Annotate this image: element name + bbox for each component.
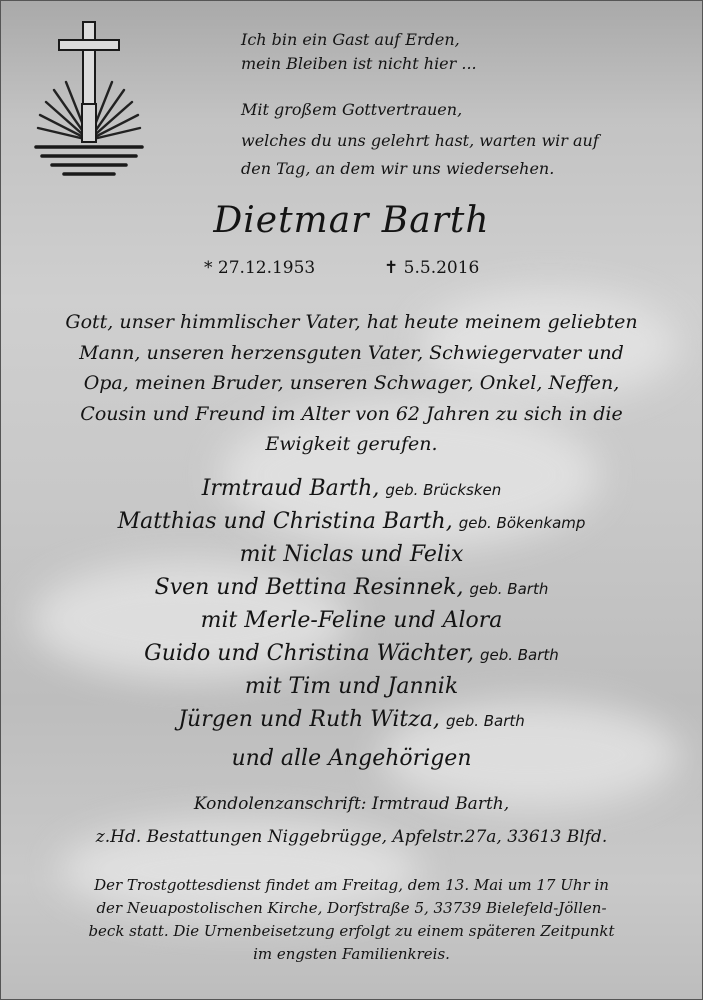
verse-line: mein Bleiben ist nicht hier ... xyxy=(241,54,477,73)
family-entry: mit Merle-Feline und Alora xyxy=(200,608,503,633)
cross-icon: ✝ xyxy=(384,258,399,278)
family-list xyxy=(0,473,703,776)
family-entry: Matthias und Christina Barth, geb. Bökenkamp xyxy=(117,509,586,534)
family-entry: mit Tim und Jannik xyxy=(244,674,459,699)
family-entry: und alle Angehörigen xyxy=(231,746,472,771)
announcement-line: Cousin und Freund im Alter von 62 Jahren zu sich in die xyxy=(80,402,623,425)
family-entry: Sven und Bettina Resinnek, geb. Barth xyxy=(154,575,549,600)
verse-line: welches du uns gelehrt hast, warten wir auf xyxy=(241,131,599,150)
family-entry: Irmtraud Barth, geb. Brücksken xyxy=(201,476,502,501)
deceased-name: Dietmar Barth xyxy=(213,200,490,241)
cross-with-sunrise-icon xyxy=(30,20,150,180)
service-line: der Neuapostolischen Kirche, Dorfstraße 5, 33739 Bielefeld-Jöllen- xyxy=(96,899,607,917)
verse-line: Ich bin ein Gast auf Erden, xyxy=(241,30,460,49)
service-line: im engsten Familienkreis. xyxy=(253,945,450,963)
announcement-line: Ewigkeit gerufen. xyxy=(265,433,438,455)
death-date-line xyxy=(384,258,479,278)
death-date: 5.5.2016 xyxy=(403,258,480,278)
announcement-line: Opa, meinen Bruder, unseren Schwager, Onkel, Neffen, xyxy=(83,372,620,394)
condolence-line: z.Hd. Bestattungen Niggebrügge, Apfelstr.27a, 33613 Blfd. xyxy=(95,827,608,847)
service-line: Der Trostgottesdienst findet am Freitag, dem 13. Mai um 17 Uhr in xyxy=(94,876,609,894)
verse-line: den Tag, an dem wir uns wiedersehen. xyxy=(241,159,555,178)
verse-line: Mit großem Gottvertrauen, xyxy=(241,100,463,119)
family-entry: Guido und Christina Wächter, geb. Barth xyxy=(144,641,559,666)
service-info xyxy=(0,874,703,966)
condolence-address xyxy=(0,788,703,854)
condolence-line: Kondolenzanschrift: Irmtraud Barth, xyxy=(193,794,510,814)
announcement-line: Gott, unser himmlischer Vater, hat heute meinem geliebten xyxy=(65,311,638,333)
service-line: beck statt. Die Urnenbeisetzung erfolgt zu einem späteren Zeitpunkt xyxy=(88,922,615,940)
announcement-line: Mann, unseren herzensguten Vater, Schwiegervater und xyxy=(79,341,624,364)
announcement-text xyxy=(0,307,703,460)
family-entry: Jürgen und Ruth Witza, geb. Barth xyxy=(178,707,525,732)
birth-date: * 27.12.1953 xyxy=(204,258,316,278)
family-entry: mit Niclas und Felix xyxy=(239,542,464,567)
